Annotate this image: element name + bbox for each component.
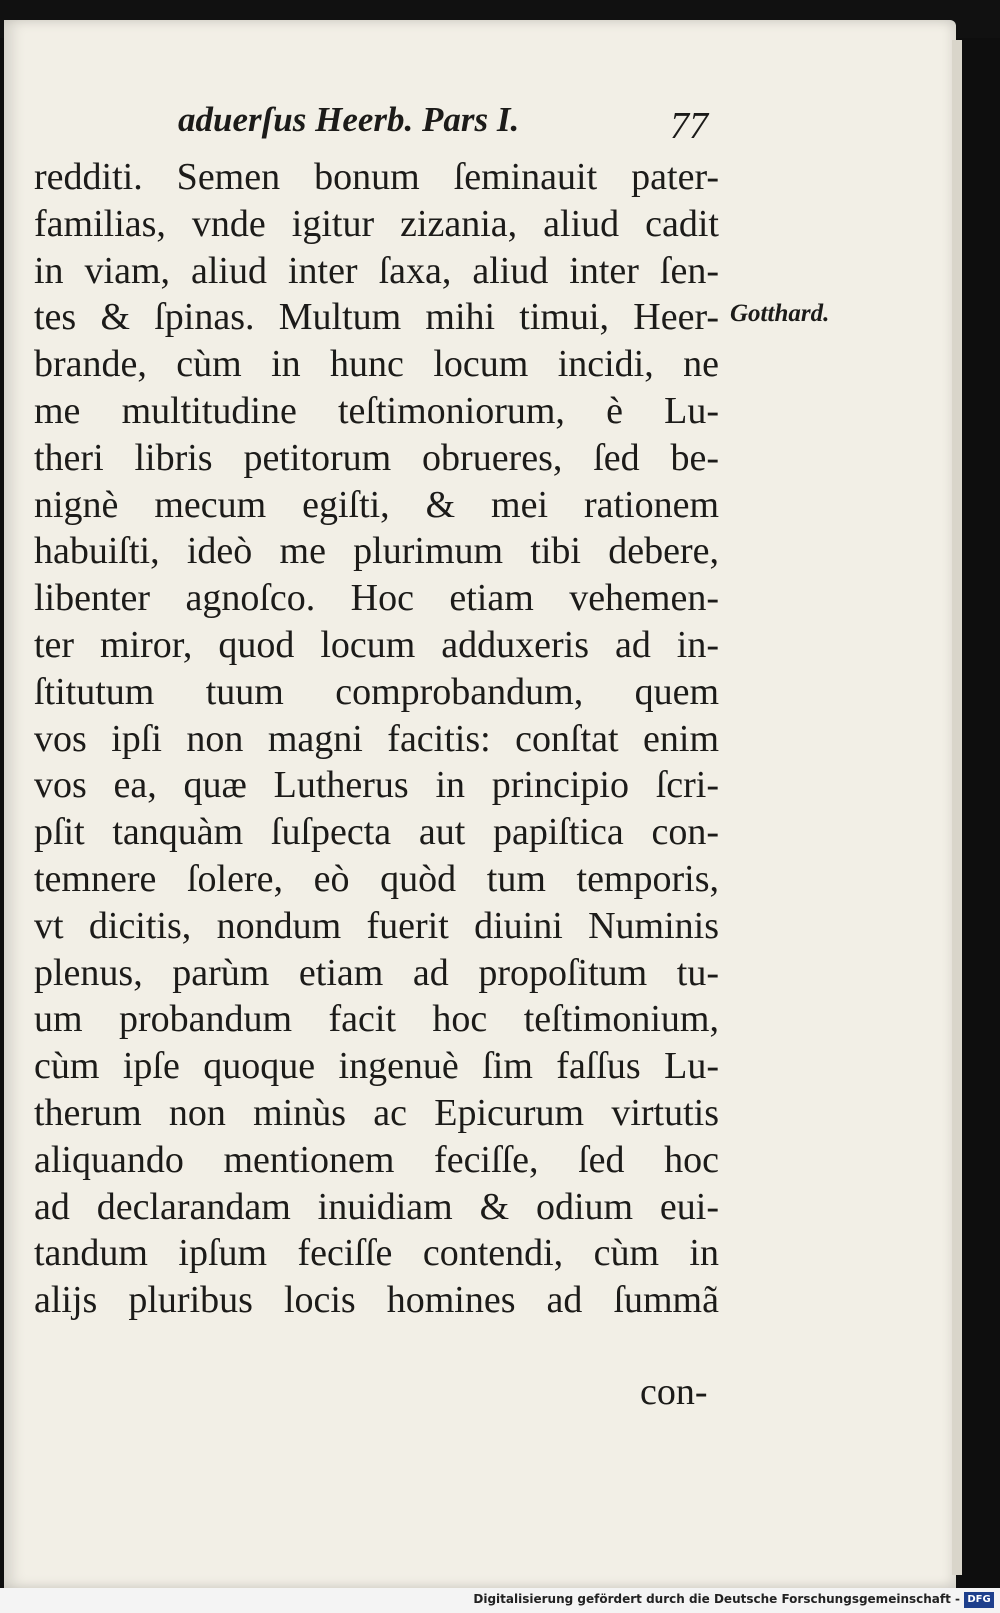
page-edge <box>952 40 962 1575</box>
text-line: um probandum facit hoc teſtimonium, <box>34 998 719 1041</box>
dfg-logo: DFG <box>964 1592 994 1608</box>
text-line: plenus, parùm etiam ad propoſitum tu- <box>34 951 719 994</box>
text-line: tandum ipſum feciſſe contendi, cùm in <box>34 1232 719 1275</box>
text-line: temnere ſolere, eò quòd tum temporis, <box>34 857 719 900</box>
page-number: 77 <box>670 105 708 147</box>
text-line: tes & ſpinas. Multum mihi timui, Heer- <box>34 296 719 339</box>
text-line: redditi. Semen bonum ſeminauit pater- <box>34 156 719 198</box>
text-line: theri libris petitorum obrueres, ſed be- <box>34 436 719 479</box>
margin-note: Gotthard. <box>730 300 830 327</box>
text-line: habuiſti, ideò me plurimum tibi debere, <box>34 530 719 573</box>
running-head: aduerſus Heerb. Pars I. <box>178 100 520 139</box>
text-line: ad declarandam inuidiam & odium eui- <box>34 1185 719 1228</box>
text-line: ſtitutum tuum comprobandum, quem <box>34 670 719 713</box>
text-line: brande, cùm in hunc locum incidi, ne <box>34 343 719 386</box>
text-line: alijs pluribus locis homines ad ſummã <box>34 1279 719 1322</box>
text-line: vos ipſi non magni facitis: conſtat enim <box>34 717 719 760</box>
text-line: in viam, aliud inter ſaxa, aliud inter ſen- <box>34 249 719 292</box>
text-line: familias, vnde igitur zizania, aliud cadit <box>34 202 719 245</box>
text-line: therum non minùs ac Epicurum virtutis <box>34 1091 719 1134</box>
text-line: ter miror, quod locum adduxeris ad in- <box>34 623 719 666</box>
body-text <box>34 154 719 1324</box>
footer-bar <box>0 1588 1000 1613</box>
text-line: me multitudine teſtimoniorum, è Lu- <box>34 389 719 432</box>
text-line: vos ea, quæ Lutherus in principio ſcri- <box>34 764 719 807</box>
text-line: libenter agnoſco. Hoc etiam vehemen- <box>34 577 719 620</box>
text-line: aliquando mentionem feciſſe, ſed hoc <box>34 1138 719 1181</box>
catchword: con- <box>640 1371 708 1413</box>
text-line: cùm ipſe quoque ingenuè ſim faſſus Lu- <box>34 1045 719 1088</box>
text-line: nignè mecum egiſti, & mei rationem <box>34 483 719 526</box>
text-line: pſit tanquàm ſuſpecta aut papiſtica con- <box>34 811 719 854</box>
text-line: vt dicitis, nondum fuerit diuini Numinis <box>34 904 719 947</box>
footer-credit: Digitalisierung gefördert durch die Deutsche Forschungsgemeinschaft - <box>473 1592 960 1606</box>
